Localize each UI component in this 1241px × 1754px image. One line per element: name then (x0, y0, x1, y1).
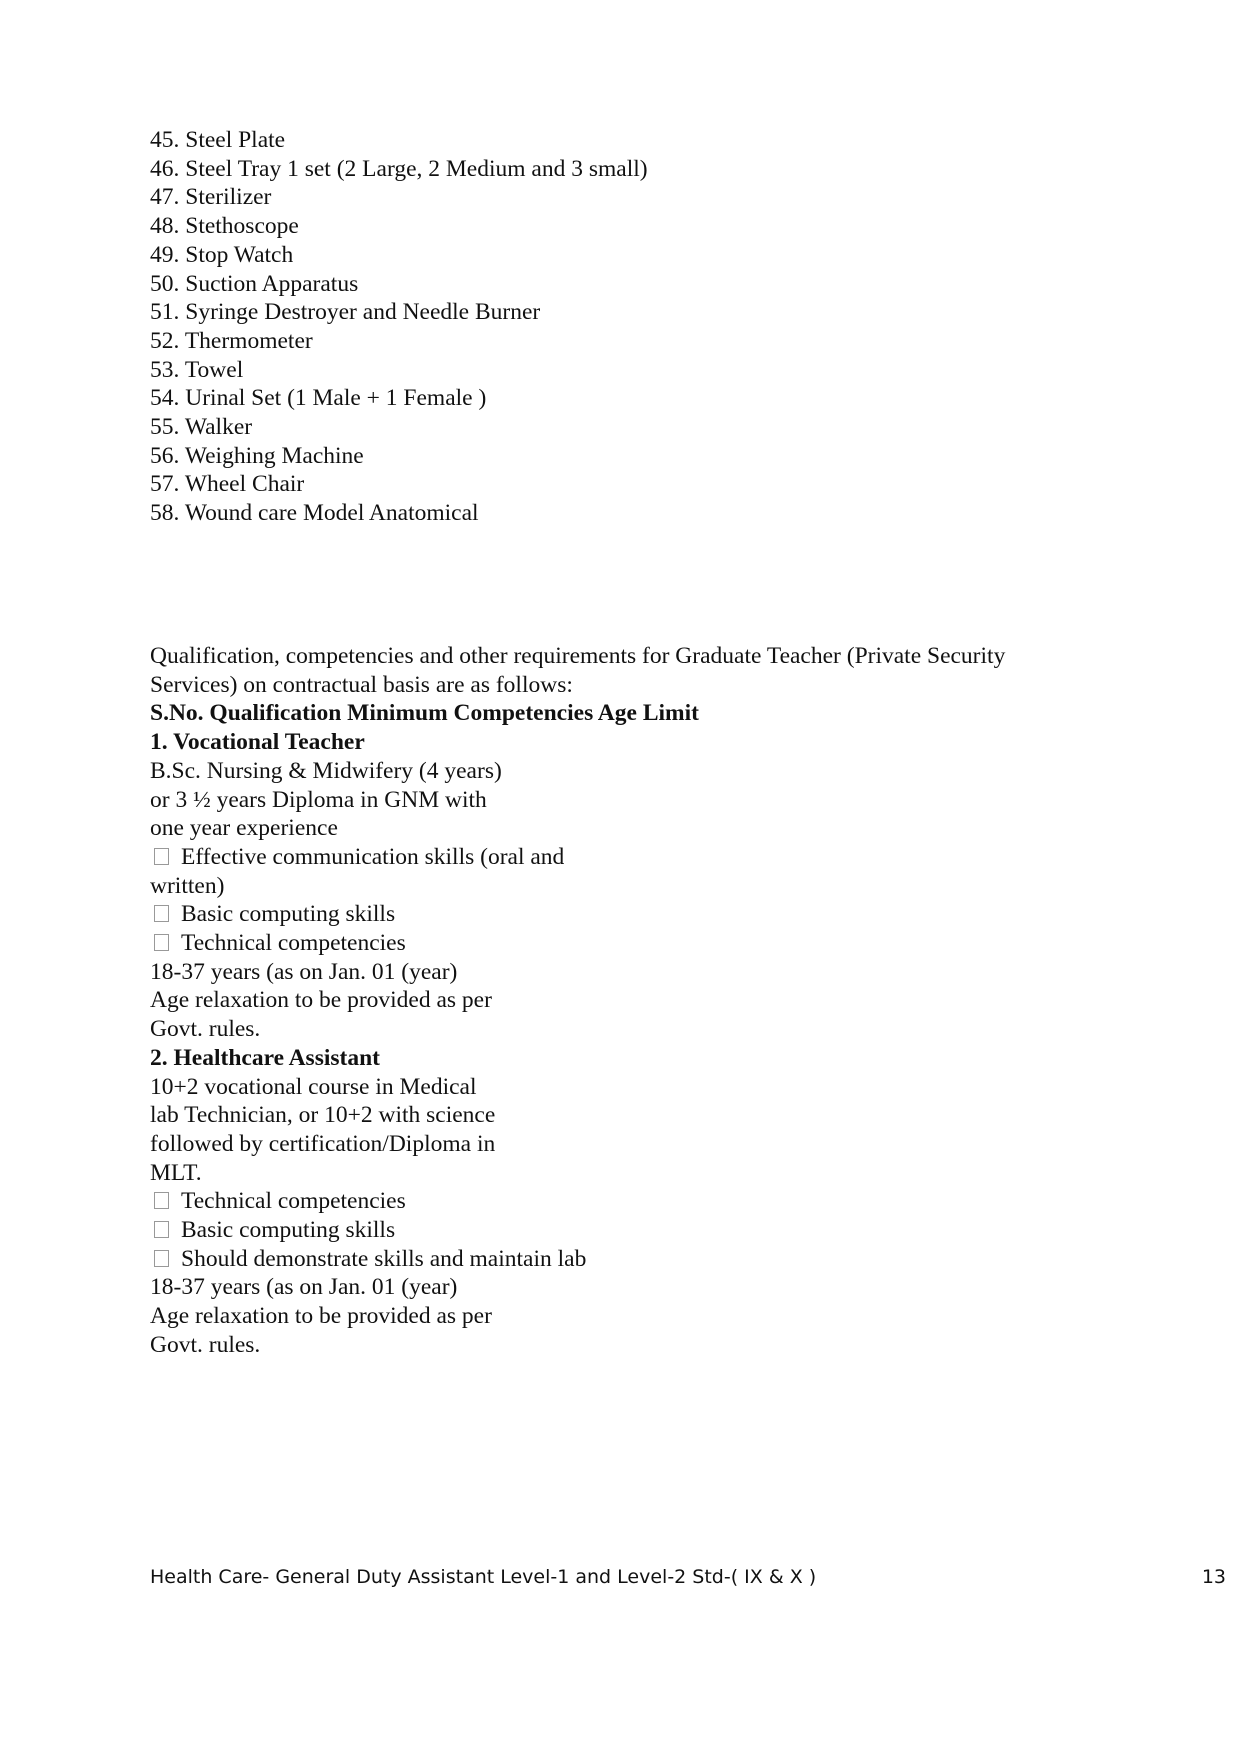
checkbox-glyph-icon (150, 1245, 181, 1274)
list-item: 56. Weighing Machine (150, 442, 364, 469)
competency-continuation: written) (150, 872, 225, 899)
post-title: 1. Vocational Teacher (150, 729, 365, 756)
age-line: Govt. rules. (150, 1016, 261, 1043)
list-item: 48. Stethoscope (150, 213, 299, 240)
checkbox-glyph-icon (150, 843, 181, 872)
qualification-line: 10+2 vocational course in Medical (150, 1073, 477, 1100)
list-item: 57. Wheel Chair (150, 471, 305, 498)
competency-item: Technical competencies (150, 929, 1110, 958)
list-item: 46. Steel Tray 1 set (2 Large, 2 Medium and 3 small) (150, 155, 648, 182)
age-line: Age relaxation to be provided as per (150, 987, 492, 1014)
list-item: 45. Steel Plate (150, 127, 286, 153)
qualification-line: followed by certification/Diploma in (150, 1130, 496, 1157)
checkbox-glyph-icon (150, 929, 181, 958)
age-line: 18-37 years (as on Jan. 01 (year) (150, 958, 458, 985)
list-item: 47. Sterilizer (150, 184, 272, 211)
table-header: S.No. Qualification Minimum Competencies Age Limit (150, 700, 699, 727)
qualification-section (150, 642, 1110, 1360)
qualification-line: lab Technician, or 10+2 with science (150, 1102, 496, 1129)
footer-title: Health Care- General Duty Assistant Level-1 and Level-2 Std-( IX & X ) (150, 1566, 817, 1588)
equipment-list (150, 126, 1110, 528)
age-line: Age relaxation to be provided as per (150, 1303, 492, 1330)
competency-item: Should demonstrate skills and maintain lab (150, 1245, 1110, 1274)
list-item: 54. Urinal Set (1 Male + 1 Female ) (150, 385, 487, 412)
checkbox-glyph-icon (150, 1187, 181, 1216)
list-item: 49. Stop Watch (150, 241, 294, 268)
list-item: 55. Walker (150, 414, 253, 441)
qualification-line: one year experience (150, 815, 338, 842)
checkbox-glyph-icon (150, 1216, 181, 1245)
qualification-line: B.Sc. Nursing & Midwifery (4 years) (150, 757, 502, 784)
list-item: 50. Suction Apparatus (150, 270, 359, 297)
age-line: Govt. rules. (150, 1331, 261, 1358)
age-line: 18-37 years (as on Jan. 01 (year) (150, 1274, 458, 1301)
list-item: 58. Wound care Model Anatomical (150, 500, 479, 527)
post-title: 2. Healthcare Assistant (150, 1044, 380, 1071)
competency-item: Basic computing skills (150, 900, 1110, 929)
competency-item: Technical competencies (150, 1187, 1110, 1216)
qualification-line: MLT. (150, 1159, 202, 1186)
intro-text: Services) on contractual basis are as follows: (150, 671, 573, 698)
checkbox-glyph-icon (150, 900, 181, 929)
page-number: 13 (1201, 1566, 1226, 1588)
competency-item: Effective communication skills (oral and (150, 843, 1110, 872)
qualification-line: or 3 ½ years Diploma in GNM with (150, 786, 487, 813)
list-item: 52. Thermometer (150, 327, 313, 354)
list-item: 53. Towel (150, 356, 244, 383)
intro-text: Qualification, competencies and other requirements for Graduate Teacher (Private Security (150, 643, 1006, 669)
competency-item: Basic computing skills (150, 1216, 1110, 1245)
list-item: 51. Syringe Destroyer and Needle Burner (150, 299, 541, 326)
